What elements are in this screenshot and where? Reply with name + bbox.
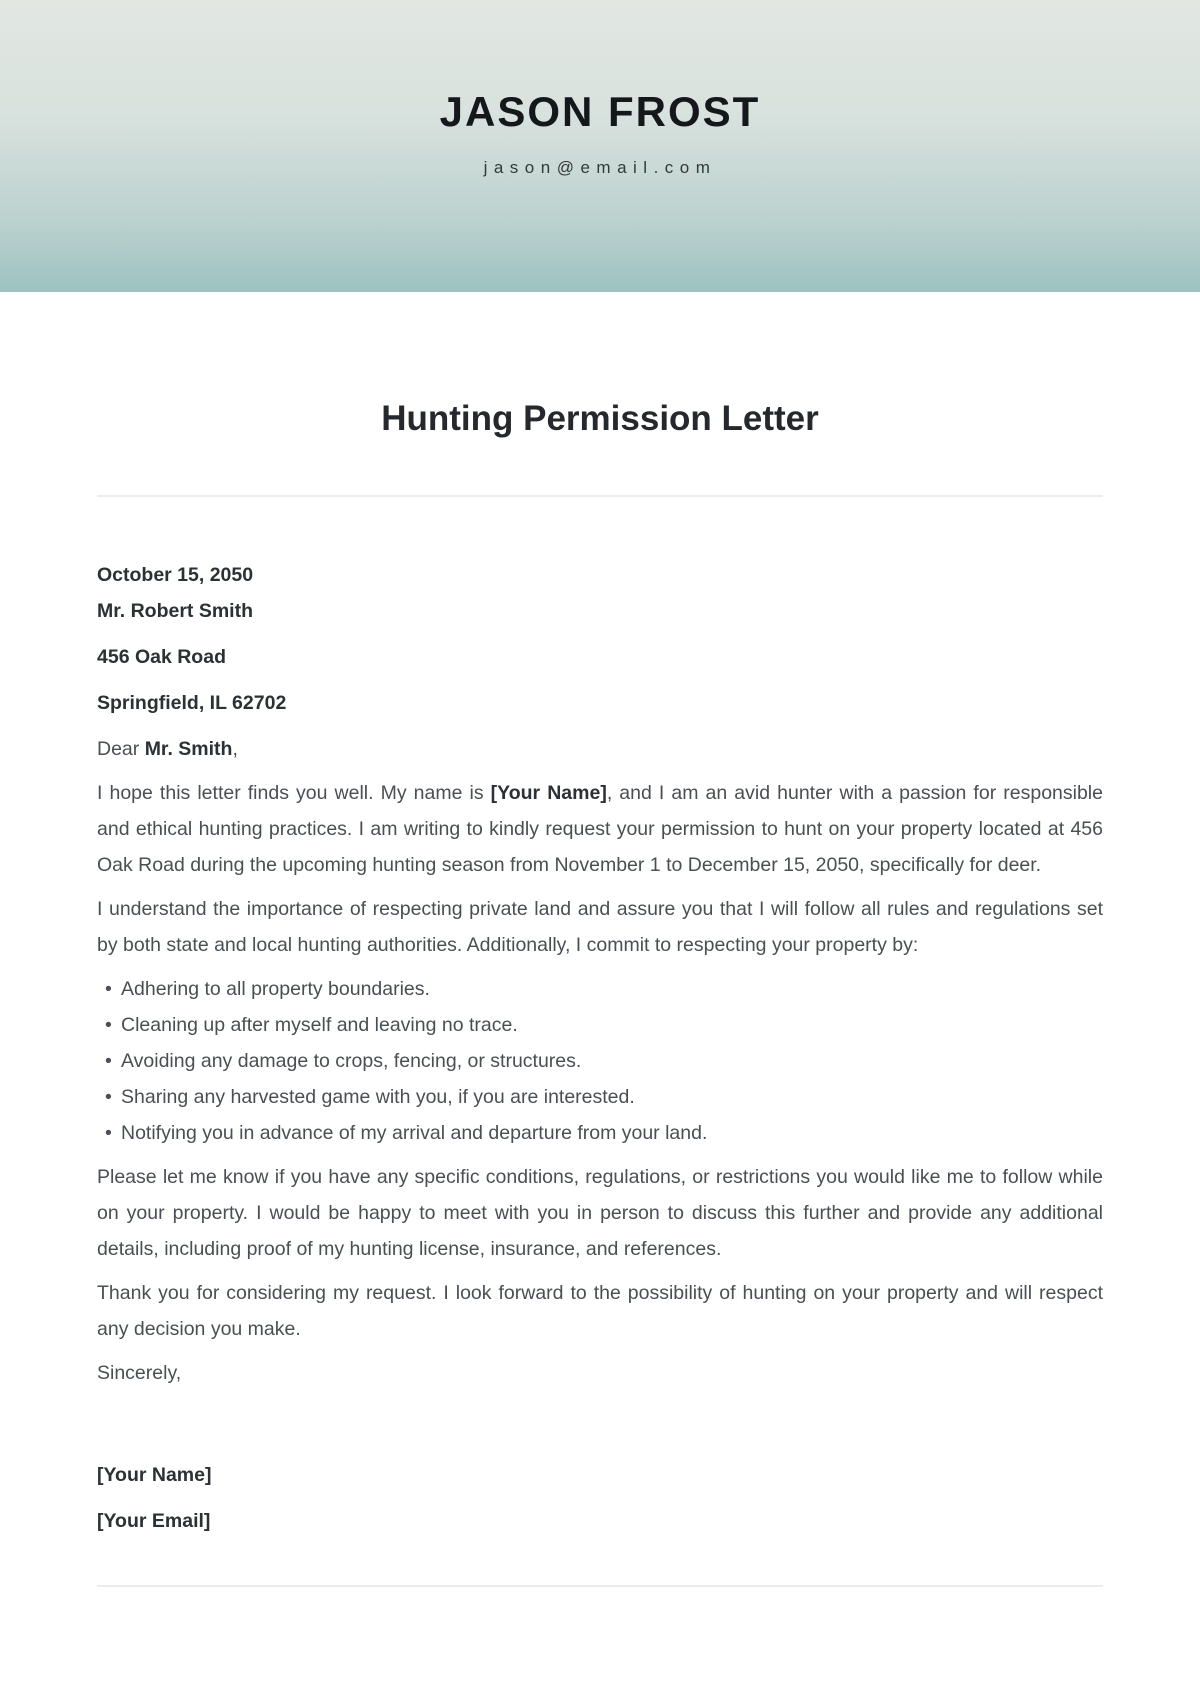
salutation: Dear Mr. Smith, [97, 738, 238, 760]
closing: Sincerely, [97, 1362, 182, 1384]
commitment-list [97, 971, 1103, 1151]
letterhead [0, 0, 1200, 292]
paragraph-commitment: I understand the importance of respecting private land and assure you that I will follow all rules and regulations set by both state and local hunting authorities. Additionally, I commit to respecting your property by: [97, 898, 1103, 956]
list-item: • Notifying you in advance of my arrival and departure from your land. [97, 1115, 1103, 1151]
signature-email-placeholder: [Your Email] [97, 1510, 211, 1532]
list-item: • Cleaning up after myself and leaving no trace. [97, 1007, 1103, 1043]
letter-body [97, 557, 1103, 1539]
paragraph-conditions: Please let me know if you have any specific conditions, regulations, or restrictions you would like me to follow while on your property. I would be happy to meet with you in person to discuss this further and provide any additional details, including proof of my hunting license, insurance, and references. [97, 1166, 1103, 1260]
bottom-divider [97, 1585, 1103, 1587]
sender-email: jason@email.com [483, 158, 717, 177]
page-title: Hunting Permission Letter [381, 399, 819, 438]
paragraph-thanks: Thank you for considering my request. I look forward to the possibility of hunting on your property and will respect any decision you make. [97, 1282, 1103, 1340]
letter-content [97, 396, 1103, 1587]
list-item: • Sharing any harvested game with you, if you are interested. [97, 1079, 1103, 1115]
salutation-name: Mr. Smith [144, 738, 233, 760]
list-item: • Adhering to all property boundaries. [97, 971, 1103, 1007]
recipient-name: Mr. Robert Smith [97, 600, 254, 622]
letter-date: October 15, 2050 [97, 564, 254, 586]
list-item: • Avoiding any damage to crops, fencing, or structures. [97, 1043, 1103, 1079]
signature-name-placeholder: [Your Name] [97, 1464, 212, 1486]
paragraph-intro: I hope this letter finds you well. My name is [Your Name], and I am an avid hunter with a passion for responsible and ethical hunting practices. I am writing to kindly request your permission to hunt on your property located at 456 Oak Road during the upcoming hunting season from November 1 to December 15, 2050, specifically for deer. [97, 782, 1103, 876]
date-and-recipient [97, 557, 1103, 629]
recipient-street: 456 Oak Road [97, 646, 226, 668]
top-divider [97, 495, 1103, 497]
sender-name: JASON FROST [439, 88, 761, 135]
your-name-placeholder: [Your Name] [490, 782, 607, 804]
recipient-city: Springfield, IL 62702 [97, 692, 287, 714]
